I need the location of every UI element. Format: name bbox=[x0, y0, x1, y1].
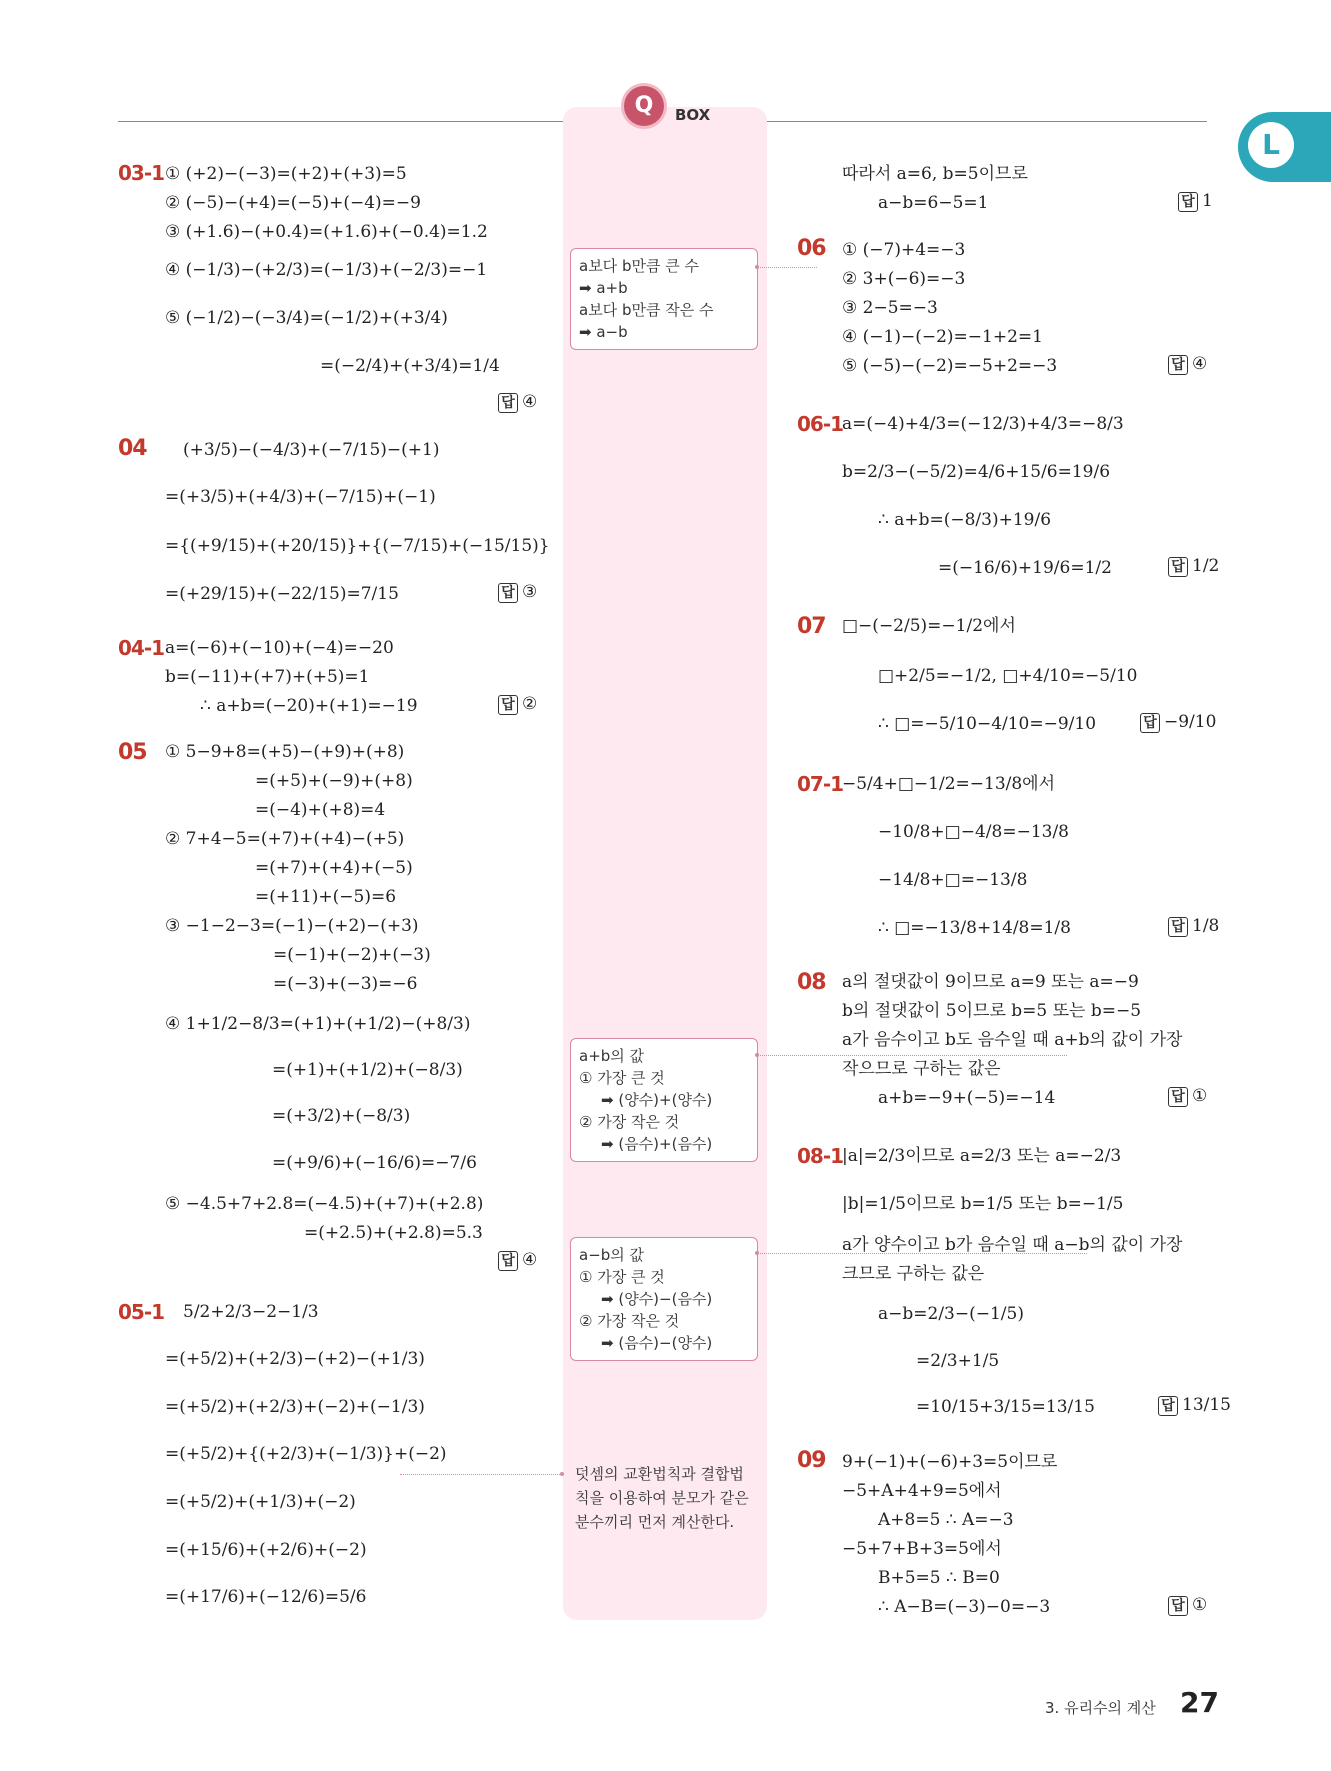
problem-number: 09 bbox=[797, 1448, 826, 1473]
solution-line: ∴ □=−13/8+14/8=1/8 bbox=[878, 918, 1071, 938]
solution-line: =(+17/6)+(−12/6)=5/6 bbox=[165, 1587, 367, 1607]
solution-line: b의 절댓값이 5이므로 b=5 또는 b=−5 bbox=[842, 1001, 1142, 1021]
q-box-label: BOX bbox=[675, 106, 711, 124]
q-box-icon: Q bbox=[624, 86, 664, 126]
solution-line: a−b=6−5=1 bbox=[878, 193, 989, 213]
leader-line bbox=[400, 1474, 560, 1475]
answer-value: ④ bbox=[1192, 354, 1208, 374]
note-line: a보다 b만큼 작은 수 bbox=[579, 301, 714, 319]
note-line: a보다 b만큼 큰 수 bbox=[579, 257, 699, 275]
solution-line: =(+1)+(+1/2)+(−8/3) bbox=[272, 1060, 463, 1080]
answer-value: −9/10 bbox=[1164, 712, 1217, 732]
answer-value: ④ bbox=[522, 392, 538, 412]
answer-mark-icon: 답 bbox=[1140, 713, 1160, 733]
solution-line: =(+3/5)+(+4/3)+(−7/15)+(−1) bbox=[165, 487, 436, 507]
problem-number: 03-1 bbox=[118, 161, 165, 185]
solution-line: ④ (−1/3)−(+2/3)=(−1/3)+(−2/3)=−1 bbox=[165, 260, 488, 280]
leader-dot bbox=[755, 1053, 759, 1057]
leader-dot bbox=[755, 1251, 759, 1255]
leader-line bbox=[757, 267, 817, 268]
answer-value: ④ bbox=[522, 1250, 538, 1270]
solution-line: ∴ a+b=(−20)+(+1)=−19 bbox=[200, 696, 418, 716]
solution-line: =(−4)+(+8)=4 bbox=[255, 800, 386, 820]
problem-number: 06-1 bbox=[797, 412, 844, 436]
note-line: ① 가장 큰 것 bbox=[579, 1069, 665, 1087]
answer-mark-icon: 답 bbox=[498, 695, 518, 715]
solution-line: a가 양수이고 b가 음수일 때 a−b의 값이 가장 bbox=[842, 1235, 1183, 1255]
solution-line: |a|=2/3이므로 a=2/3 또는 a=−2/3 bbox=[842, 1146, 1122, 1166]
solution-line: ∴ A−B=(−3)−0=−3 bbox=[878, 1597, 1051, 1617]
solution-line: ⑤ (−1/2)−(−3/4)=(−1/2)+(+3/4) bbox=[165, 308, 448, 328]
answer bbox=[1140, 712, 1216, 733]
solution-line: a=(−6)+(−10)+(−4)=−20 bbox=[165, 638, 394, 658]
solution-line: =2/3+1/5 bbox=[916, 1351, 1000, 1371]
note-line: a+b의 값 bbox=[579, 1047, 645, 1065]
answer bbox=[1168, 1595, 1207, 1616]
problem-number: 07 bbox=[797, 614, 826, 639]
solution-line: =(+5/2)+{(+2/3)+(−1/3)}+(−2) bbox=[165, 1444, 447, 1464]
problem-number: 05 bbox=[118, 740, 147, 765]
solution-line: =10/15+3/15=13/15 bbox=[916, 1397, 1095, 1417]
solution-line: |b|=1/5이므로 b=1/5 또는 b=−1/5 bbox=[842, 1194, 1124, 1214]
solution-line: =(−16/6)+19/6=1/2 bbox=[938, 558, 1112, 578]
solution-line: =(+3/2)+(−8/3) bbox=[272, 1106, 411, 1126]
answer-mark-icon: 답 bbox=[498, 1251, 518, 1271]
answer-mark-icon: 답 bbox=[1168, 355, 1188, 375]
solution-line: ⑤ −4.5+7+2.8=(−4.5)+(+7)+(+2.8) bbox=[165, 1194, 484, 1214]
solution-line: 5/2+2/3−2−1/3 bbox=[183, 1302, 319, 1322]
solution-line: −14/8+□=−13/8 bbox=[878, 870, 1028, 890]
solution-line: a−b=2/3−(−1/5) bbox=[878, 1304, 1024, 1324]
note-line: a−b의 값 bbox=[579, 1246, 645, 1264]
solution-line: b=(−11)+(+7)+(+5)=1 bbox=[165, 667, 370, 687]
solution-line: a=(−4)+4/3=(−12/3)+4/3=−8/3 bbox=[842, 414, 1124, 434]
answer-value: ① bbox=[1192, 1086, 1208, 1106]
answer bbox=[498, 1250, 537, 1271]
problem-number: 08 bbox=[797, 970, 826, 995]
chapter-tab-letter: L bbox=[1262, 128, 1280, 161]
answer-value: 1/8 bbox=[1192, 916, 1220, 936]
answer-mark-icon: 답 bbox=[498, 393, 518, 413]
answer-mark-icon: 답 bbox=[1168, 1596, 1188, 1616]
answer bbox=[498, 392, 537, 413]
solution-line: 크므로 구하는 값은 bbox=[842, 1264, 985, 1284]
solution-line: (+3/5)−(−4/3)+(−7/15)−(+1) bbox=[183, 440, 440, 460]
solution-line: 따라서 a=6, b=5이므로 bbox=[842, 164, 1028, 184]
solution-line: a가 음수이고 b도 음수일 때 a+b의 값이 가장 bbox=[842, 1030, 1183, 1050]
solution-line: ④ 1+1/2−8/3=(+1)+(+1/2)−(+8/3) bbox=[165, 1014, 471, 1034]
answer-value: 1/2 bbox=[1192, 556, 1220, 576]
solution-line: A+8=5 ∴ A=−3 bbox=[878, 1510, 1014, 1530]
solution-line: □+2/5=−1/2, □+4/10=−5/10 bbox=[878, 666, 1138, 686]
problem-number: 06 bbox=[797, 236, 826, 261]
leader-line bbox=[757, 1055, 1067, 1056]
note-line: ➡ (양수)−(음수) bbox=[601, 1290, 713, 1308]
solution-line: −10/8+□−4/8=−13/8 bbox=[878, 822, 1069, 842]
solution-line: ② 3+(−6)=−3 bbox=[842, 269, 966, 289]
answer-value: 1 bbox=[1202, 191, 1213, 211]
solution-line: ① 5−9+8=(+5)−(+9)+(+8) bbox=[165, 742, 405, 762]
problem-number: 08-1 bbox=[797, 1144, 844, 1168]
solution-line: 작으므로 구하는 값은 bbox=[842, 1059, 1001, 1079]
solution-line: B+5=5 ∴ B=0 bbox=[878, 1568, 1000, 1588]
chapter-label: 3. 유리수의 계산 bbox=[1045, 1699, 1156, 1717]
solution-line: −5/4+□−1/2=−13/8에서 bbox=[842, 774, 1056, 794]
header-rule-right bbox=[767, 121, 1207, 122]
note-a-minus-b-value bbox=[570, 1237, 758, 1361]
solution-line: b=2/3−(−5/2)=4/6+15/6=19/6 bbox=[842, 462, 1111, 482]
answer-mark-icon: 답 bbox=[1168, 917, 1188, 937]
answer-value: ① bbox=[1192, 1595, 1208, 1615]
answer bbox=[1168, 354, 1207, 375]
solution-line: ={(+9/15)+(+20/15)}+{(−7/15)+(−15/15)} bbox=[165, 536, 550, 556]
solution-line: =(+2.5)+(+2.8)=5.3 bbox=[304, 1223, 483, 1243]
answer bbox=[1168, 916, 1219, 937]
leader-dot bbox=[560, 1472, 564, 1476]
solution-line: ∴ □=−5/10−4/10=−9/10 bbox=[878, 714, 1097, 734]
note-line: 덧셈의 교환법칙과 결합법 bbox=[575, 1465, 744, 1483]
answer bbox=[1178, 191, 1213, 212]
solution-line: ① (+2)−(−3)=(+2)+(+3)=5 bbox=[165, 164, 407, 184]
problem-number: 04-1 bbox=[118, 636, 165, 660]
header-rule-left bbox=[118, 121, 563, 122]
answer-value: ③ bbox=[522, 582, 538, 602]
solution-line: ② (−5)−(+4)=(−5)+(−4)=−9 bbox=[165, 193, 421, 213]
solution-line: ④ (−1)−(−2)=−1+2=1 bbox=[842, 327, 1043, 347]
note-line: ➡ a−b bbox=[579, 323, 628, 341]
note-line: 칙을 이용하여 분모가 같은 bbox=[575, 1489, 749, 1507]
solution-line: ① (−7)+4=−3 bbox=[842, 240, 966, 260]
note-commutative-law bbox=[575, 1462, 760, 1534]
solution-line: =(−1)+(−2)+(−3) bbox=[273, 945, 431, 965]
solution-line: □−(−2/5)=−1/2에서 bbox=[842, 616, 1016, 636]
solution-line: −5+A+4+9=5에서 bbox=[842, 1481, 1002, 1501]
solution-line: ② 7+4−5=(+7)+(+4)−(+5) bbox=[165, 829, 405, 849]
solution-line: ③ 2−5=−3 bbox=[842, 298, 938, 318]
note-a-plus-b bbox=[570, 248, 758, 350]
answer-value: 13/15 bbox=[1182, 1395, 1231, 1415]
note-line: ① 가장 큰 것 bbox=[579, 1268, 665, 1286]
answer-mark-icon: 답 bbox=[1168, 1087, 1188, 1107]
solution-line: =(+5/2)+(+1/3)+(−2) bbox=[165, 1492, 356, 1512]
answer-mark-icon: 답 bbox=[1168, 557, 1188, 577]
solution-line: ∴ a+b=(−8/3)+19/6 bbox=[878, 510, 1052, 530]
note-line: 분수끼리 먼저 계산한다. bbox=[575, 1513, 735, 1531]
answer bbox=[1158, 1395, 1231, 1416]
answer bbox=[498, 694, 537, 715]
solution-line: =(−3)+(−3)=−6 bbox=[273, 974, 418, 994]
answer bbox=[498, 582, 537, 603]
solution-line: =(+9/6)+(−16/6)=−7/6 bbox=[272, 1153, 477, 1173]
solution-line: ⑤ (−5)−(−2)=−5+2=−3 bbox=[842, 356, 1058, 376]
note-line: ② 가장 작은 것 bbox=[579, 1312, 680, 1330]
note-a-plus-b-value bbox=[570, 1038, 758, 1162]
note-line: ➡ (음수)−(양수) bbox=[601, 1334, 713, 1352]
solution-line: ③ (+1.6)−(+0.4)=(+1.6)+(−0.4)=1.2 bbox=[165, 222, 488, 242]
note-line: ② 가장 작은 것 bbox=[579, 1113, 680, 1131]
solution-line: ③ −1−2−3=(−1)−(+2)−(+3) bbox=[165, 916, 419, 936]
answer-value: ② bbox=[522, 694, 538, 714]
solution-line: a+b=−9+(−5)=−14 bbox=[878, 1088, 1056, 1108]
solution-line: =(+7)+(+4)+(−5) bbox=[255, 858, 413, 878]
answer bbox=[1168, 556, 1219, 577]
note-line: ➡ a+b bbox=[579, 279, 628, 297]
solution-line: a의 절댓값이 9이므로 a=9 또는 a=−9 bbox=[842, 972, 1139, 992]
solution-line: −5+7+B+3=5에서 bbox=[842, 1539, 1002, 1559]
solution-line: =(+5/2)+(+2/3)−(+2)−(+1/3) bbox=[165, 1349, 425, 1369]
answer-mark-icon: 답 bbox=[1158, 1396, 1178, 1416]
solution-line: =(−2/4)+(+3/4)=1/4 bbox=[320, 356, 500, 376]
note-line: ➡ (음수)+(음수) bbox=[601, 1135, 713, 1153]
solution-line: =(+11)+(−5)=6 bbox=[255, 887, 397, 907]
problem-number: 05-1 bbox=[118, 1300, 165, 1324]
problem-number: 04 bbox=[118, 436, 147, 461]
solution-line: =(+5)+(−9)+(+8) bbox=[255, 771, 413, 791]
page-number: 27 bbox=[1180, 1686, 1219, 1719]
problem-number: 07-1 bbox=[797, 772, 844, 796]
solution-line: =(+15/6)+(+2/6)+(−2) bbox=[165, 1540, 367, 1560]
leader-dot bbox=[755, 265, 759, 269]
note-line: ➡ (양수)+(양수) bbox=[601, 1091, 713, 1109]
answer-mark-icon: 답 bbox=[1178, 192, 1198, 212]
solution-line: =(+29/15)+(−22/15)=7/15 bbox=[165, 584, 399, 604]
answer bbox=[1168, 1086, 1207, 1107]
answer-mark-icon: 답 bbox=[498, 583, 518, 603]
solution-line: 9+(−1)+(−6)+3=5이므로 bbox=[842, 1452, 1058, 1472]
solution-line: =(+5/2)+(+2/3)+(−2)+(−1/3) bbox=[165, 1397, 425, 1417]
